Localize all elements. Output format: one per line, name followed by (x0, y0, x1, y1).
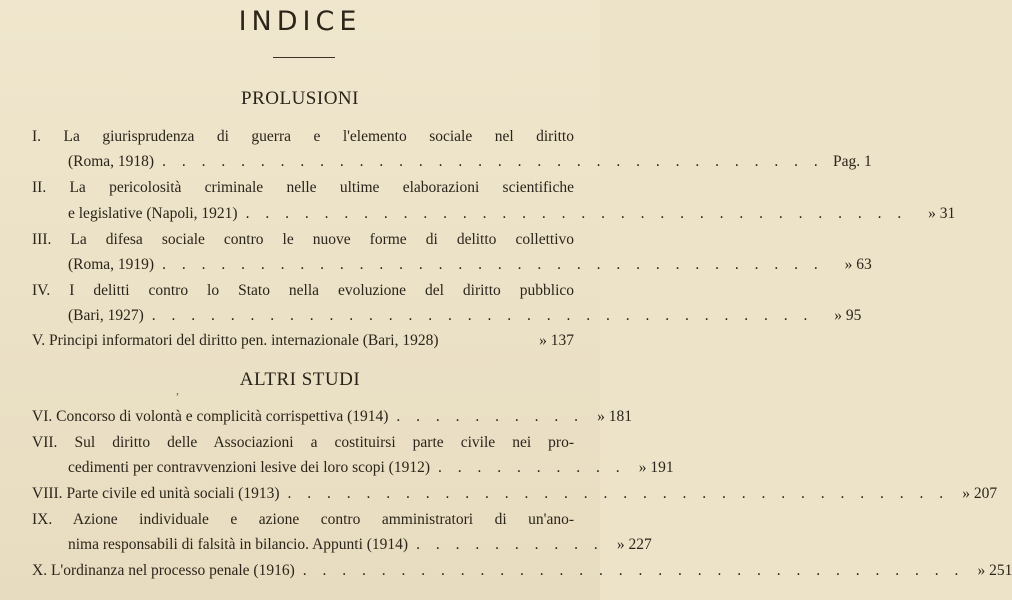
toc-entry-2-line1 (32, 177, 574, 199)
toc-entry-4-line2 (68, 305, 862, 327)
page-title: INDICE (238, 6, 362, 37)
toc-entry-1-line1 (32, 126, 574, 148)
dot-leader: . . . . . . . . . . . . . . . . . . . . . . . . . . . . . . . . . . (302, 562, 965, 579)
entry-page: » 181 (597, 408, 633, 425)
entry-page: Pag. 1 (832, 153, 872, 170)
entry-title-cont: (Bari, 1927) (68, 307, 144, 324)
entry-title: I delitti contro lo Stato nella evoluzione del diritto pubblico (69, 282, 575, 299)
entry-number: III. (32, 231, 52, 248)
entry-title-cont: (Roma, 1918) (68, 153, 155, 170)
entry-title: La difesa sociale contro le nuove forme di delitto collettivo (70, 231, 574, 248)
entry-number: X. (32, 562, 48, 579)
toc-entry-4-line1 (32, 280, 574, 302)
section-heading-prolusioni: PROLUSIONI (241, 88, 359, 109)
toc-entry-8 (32, 483, 998, 505)
section-heading-altri-studi: ALTRI STUDI (239, 369, 361, 390)
entry-number: IV. (32, 282, 51, 299)
entry-number: VIII. (32, 485, 63, 502)
toc-entry-7-line2 (68, 457, 674, 479)
entry-number: VI. (32, 408, 53, 425)
entry-title: Principi informatori del diritto pen. internazionale (Bari, 1928) (48, 332, 439, 349)
dot-leader: . . . . . . . . . . (416, 536, 604, 553)
toc-entry-3-line2 (68, 254, 872, 276)
entry-title-cont: nima responsabili di falsità in bilancio. Appunti (1914) (68, 536, 409, 553)
entry-page: » 191 (638, 459, 674, 476)
dot-leader: . . . . . . . . . . . . . . . . . . . . . . . . . . . . . . . . . . (162, 256, 824, 273)
entry-title: Concorso di volontà e complicità corrispettiva (1914) (56, 408, 389, 425)
toc-entry-2-line2 (68, 203, 956, 225)
toc-entry-9-line2 (68, 534, 652, 556)
stray-mark: , (176, 383, 179, 397)
dot-leader: . . . . . . . . . . (437, 459, 626, 476)
entry-title-cont: cedimenti per contravvenzioni lesive dei loro scopi (1912) (68, 459, 430, 476)
entry-title: La pericolosità criminale nelle ultime elaborazioni scientifiche (69, 179, 574, 196)
entry-title: Azione individuale e azione contro amministratori di un'ano- (72, 511, 574, 528)
toc-entry-9-line1 (32, 509, 574, 531)
toc-entry-5 (32, 330, 574, 352)
entry-number: VII. (32, 434, 58, 451)
toc-entry-6 (32, 406, 633, 428)
entry-page: » 95 (834, 307, 862, 324)
toc-entry-1-line2 (68, 151, 872, 173)
dot-leader: . . . . . . . . . . . . . . . . . . . . . . . . . . . . . . . . . . (151, 307, 814, 324)
entry-title-cont: e legislative (Napoli, 1921) (68, 205, 238, 222)
entry-title: Sul diritto delle Associazioni a costituirsi parte civile nei pro- (74, 434, 574, 451)
entry-page: » 227 (616, 536, 652, 553)
entry-page: » 137 (539, 332, 574, 349)
entry-title: Parte civile ed unità sociali (1913) (66, 485, 280, 502)
dot-leader: . . . . . . . . . . (396, 408, 585, 425)
toc-entry-3-line1 (32, 229, 574, 251)
entry-number: I. (32, 128, 42, 145)
entry-number: IX. (32, 511, 53, 528)
entry-title-cont: (Roma, 1919) (68, 256, 155, 273)
title-rule (273, 57, 335, 58)
entry-page: » 251 (977, 562, 1012, 579)
dot-leader: . . . . . . . . . . . . . . . . . . . . . . . . . . . . . . . . . . (287, 485, 950, 502)
entry-page: » 63 (844, 256, 872, 273)
entry-page: » 31 (928, 205, 956, 222)
entry-page: » 207 (962, 485, 998, 502)
dot-leader: . . . . . . . . . . . . . . . . . . . . . . . . . . . . . . . . . . (245, 205, 908, 222)
entry-title: L'ordinanza nel processo penale (1916) (50, 562, 295, 579)
entry-title: La giurisprudenza di guerra e l'elemento sociale nel diritto (63, 128, 574, 145)
toc-entry-7-line1 (32, 432, 574, 454)
toc-entry-10 (32, 560, 1012, 582)
dot-leader: . . . . . . . . . . . . . . . . . . . . . . . . . . . . . . . . . . (162, 153, 824, 170)
entry-number: II. (32, 179, 47, 196)
entry-number: V. (32, 332, 46, 349)
